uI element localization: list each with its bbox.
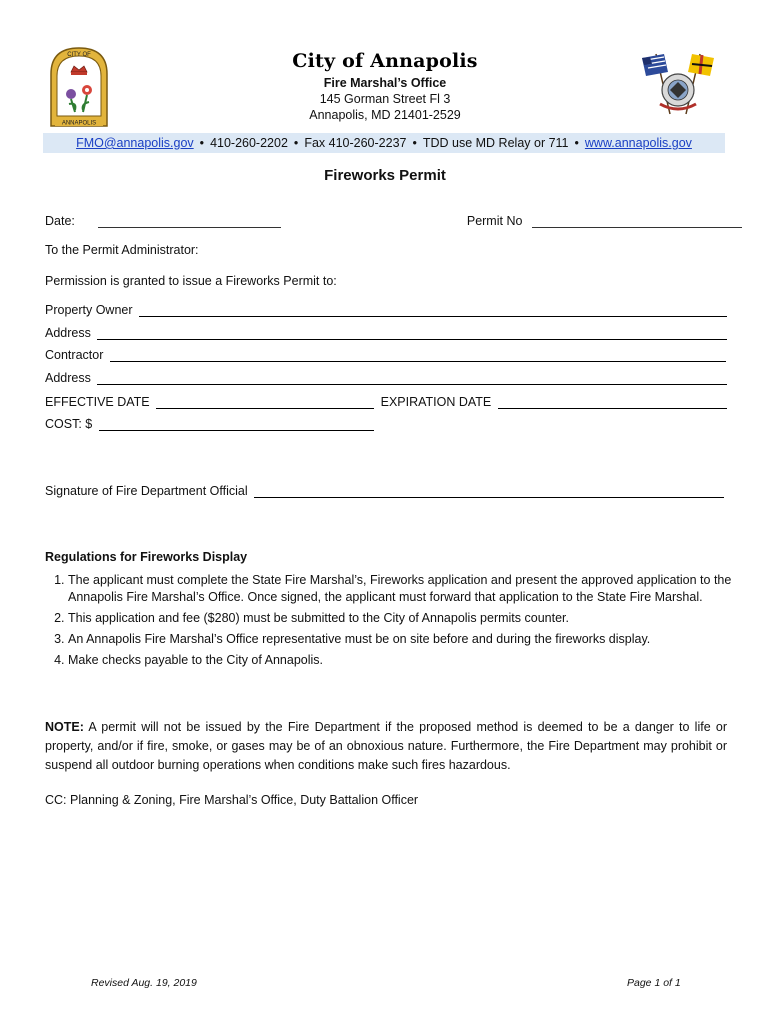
email-link[interactable]: FMO@annapolis.gov — [76, 136, 194, 150]
bullet-separator: • — [293, 136, 299, 150]
fax-number: Fax 410-260-2237 — [304, 136, 407, 150]
bullet-separator: • — [412, 136, 417, 150]
cc-line: CC: Planning & Zoning, Fire Marshal’s Office, Duty Battalion Officer — [45, 793, 419, 807]
property-owner-row — [45, 303, 725, 319]
note-text: A permit will not be issued by the Fire Department if the proposed method is deemed to be a danger to life or property, and/or if fire, smoke, or gases may be of an obnoxious nature. Furthermore, the Fire Department may prohibit or suspend all outdoor burning operations when conditions make such fires hazardous. — [45, 720, 727, 772]
signature-label: Signature of Fire Department Official — [45, 484, 248, 498]
page-number: Page 1 of 1 — [627, 977, 681, 989]
note-paragraph — [45, 718, 727, 775]
tdd-info: TDD use MD Relay or 711 — [422, 136, 569, 150]
bullet-separator: • — [199, 136, 205, 150]
date-permit-row — [45, 214, 725, 230]
date-label: Date: — [45, 214, 75, 228]
fire-department-emblem — [636, 48, 720, 120]
cost-label: COST: $ — [45, 417, 93, 431]
effective-date-label: EFFECTIVE DATE — [45, 395, 150, 409]
revision-date: Revised Aug. 19, 2019 — [91, 977, 197, 989]
owner-address-field[interactable] — [97, 327, 727, 340]
dates-row — [45, 395, 725, 411]
expiration-date-label: EXPIRATION DATE — [380, 395, 492, 409]
contractor-row — [45, 348, 725, 364]
website-link[interactable]: www.annapolis.gov — [584, 136, 692, 150]
phone-number: 410-260-2202 — [210, 136, 288, 150]
to-line: To the Permit Administrator: — [45, 243, 199, 257]
city-title: City of Annapolis — [292, 50, 478, 72]
list-item: 4. Make checks payable to the City of Annapolis. — [68, 652, 750, 669]
contractor-address-label: Address — [45, 371, 91, 385]
list-item: 2. This application and fee ($280) must be submitted to the City of Annapolis permits counter. — [68, 610, 750, 627]
form-title: Fireworks Permit — [324, 167, 446, 184]
letterhead — [200, 50, 570, 122]
regulations-title: Regulations for Fireworks Display — [45, 550, 248, 564]
svg-text:CITY OF: CITY OF — [67, 52, 91, 58]
street-address: 145 Gorman Street Fl 3 — [319, 92, 451, 106]
owner-address-row — [45, 326, 725, 342]
svg-text:ANNAPOLIS: ANNAPOLIS — [61, 120, 97, 127]
contact-bar — [43, 133, 725, 153]
cost-field[interactable] — [99, 418, 374, 431]
property-owner-field[interactable] — [139, 304, 727, 317]
expiration-date-field[interactable] — [498, 396, 727, 409]
signature-row — [45, 484, 725, 500]
effective-date-field[interactable] — [156, 396, 374, 409]
date-field[interactable] — [98, 215, 281, 228]
contractor-address-row — [45, 371, 725, 387]
list-item: 3. An Annapolis Fire Marshal’s Office representative must be on site before and during the fireworks display. — [68, 631, 750, 648]
cost-row — [45, 417, 725, 433]
bullet-separator: • — [574, 136, 579, 150]
city-state-zip: Annapolis, MD 21401-2529 — [309, 108, 461, 122]
note-label: NOTE: — [45, 720, 84, 734]
contractor-address-field[interactable] — [97, 372, 727, 385]
signature-field[interactable] — [254, 485, 724, 498]
permit-no-label: Permit No — [466, 214, 523, 228]
permit-no-field[interactable] — [532, 215, 742, 228]
permission-line: Permission is granted to issue a Fireworks Permit to: — [45, 274, 337, 288]
owner-address-label: Address — [45, 326, 91, 340]
property-owner-label: Property Owner — [45, 303, 133, 317]
list-item: 1. The applicant must complete the State Fire Marshal’s, Fireworks application and present the approved application to the Annapolis Fire Marshal’s Office. Once signed, the applicant must forward that application to the State Fire Marshal. — [68, 572, 750, 606]
office-name: Fire Marshal’s Office — [323, 76, 447, 90]
city-seal-logo — [47, 44, 111, 130]
contractor-label: Contractor — [45, 348, 104, 362]
regulations-list — [45, 572, 750, 673]
contractor-field[interactable] — [110, 349, 726, 362]
